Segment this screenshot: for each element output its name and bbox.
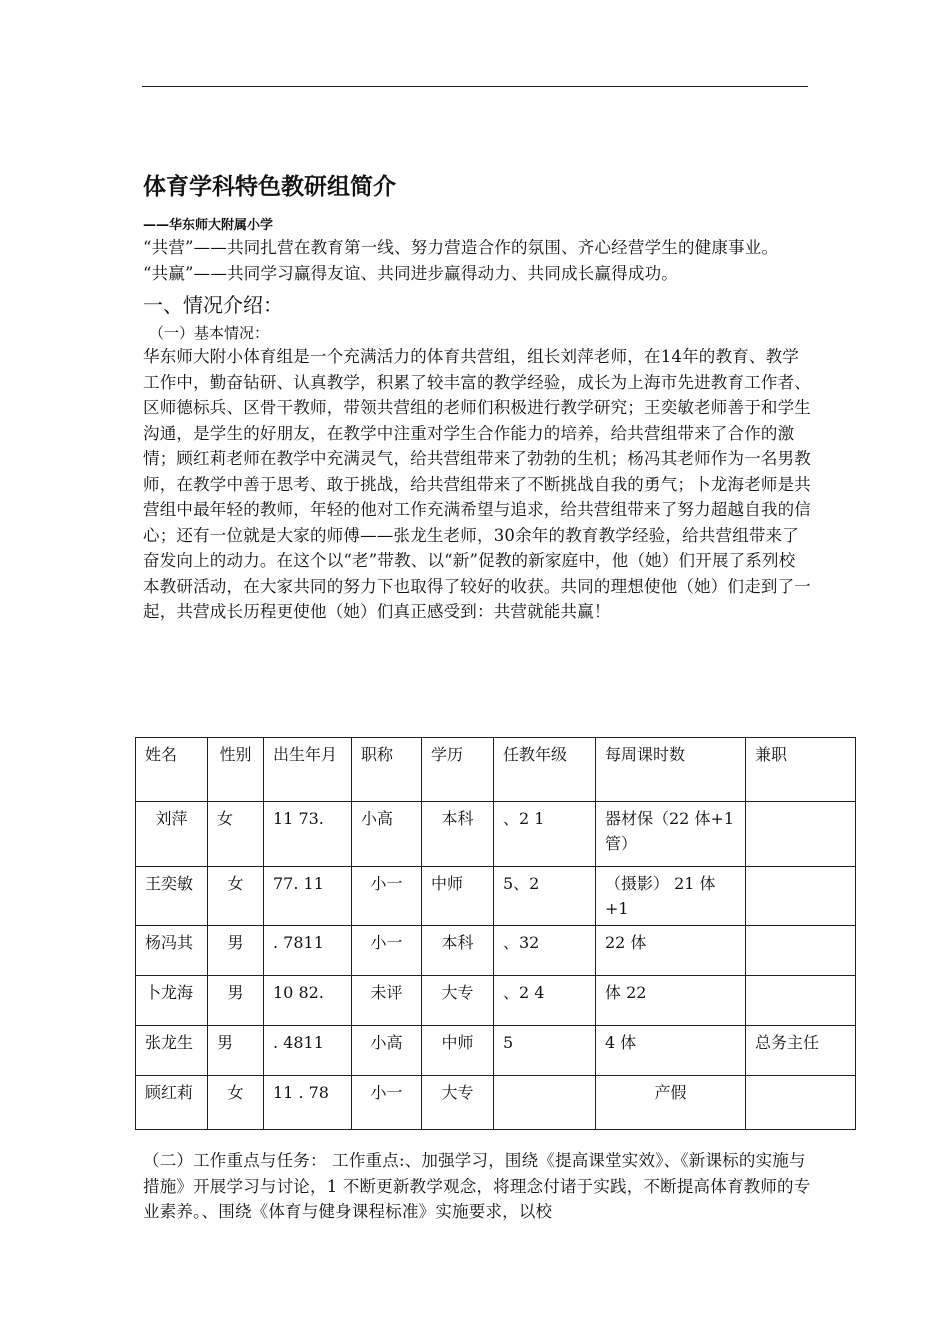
table-cell: 王奕敏 — [136, 867, 208, 926]
table-cell: 小高 — [352, 1026, 422, 1076]
section-heading-introduction: 一、情况介绍： — [143, 293, 283, 317]
table-cell: 小一 — [352, 867, 422, 926]
table-header-row — [136, 738, 856, 802]
header-cell: 姓名 — [136, 738, 208, 802]
header-cell: 任教年级 — [494, 738, 596, 802]
table-cell — [746, 1076, 856, 1130]
table-cell: 小一 — [352, 1076, 422, 1130]
motto-gongying-win: “共赢”——共同学习赢得友谊、共同进步赢得动力、共同成长赢得成功。 — [143, 263, 678, 283]
header-rule — [142, 86, 808, 87]
table-cell: 女 — [208, 867, 264, 926]
intro-paragraph: 华东师大附小体育组是一个充满活力的体育共营组，组长刘萍老师，在14年的教育、教学工作中，勤奋钻研、认真教学，积累了较丰富的教学经验，成长为上海市先进教育工作者、区师德标兵、区骨干教师，带领共营组的老师们积极进行教学研究；王奕敏老师善于和学生沟通，是学生的好朋友，在教学中注重对学生合作能力的培养，给共营组带来了合作的激情；顾红莉老师在教学中充满灵气，给共营组带来了勃勃的生机；杨冯其老师作为一名男教师，在教学中善于思考、敢于挑战，给共营组带来了不断挑战自我的勇气；卜龙海老师是共营组中最年轻的教师，年轻的他对工作充满希望与追求，给共营组带来了努力超越自我的信心；还有一位就是大家的师傅——张龙生老师，30余年的教育教学经验，给共营组带来了奋发向上的动力。在这个以“老”带教、以“新”促教的新家庭中，他（她）们开展了系列校本教研活动，在大家共同的努力下也取得了较好的收获。共同的理想使他（她）们走到了一起，共营成长历程更使他（她）们真正感受到：共营就能共赢！ — [143, 347, 811, 621]
table-cell: 男 — [208, 926, 264, 976]
table-cell: 小高 — [352, 802, 422, 867]
table-cell: 器材保（22 体+1 管） — [596, 802, 746, 867]
header-cell: 职称 — [352, 738, 422, 802]
table-cell: 女 — [208, 802, 264, 867]
work-focus-paragraph: （二）工作重点与任务： 工作重点:、加强学习，围绕《提高课堂实效》、《新课标的实施与措施》开展学习与讨论，1 不断更新教学观念，将理念付诸于实践，不断提高体育教师的专业素养。、围绕《体育与健身课程标准》实施要求，以校 — [143, 1151, 811, 1221]
document-subtitle: ——华东师大附属小学 — [143, 218, 274, 233]
table-cell: 11 73. — [264, 802, 352, 867]
document-body — [143, 170, 811, 625]
motto-gongying: “共营”——共同扎营在教育第一线、努力营造合作的氛围、齐心经营学生的健康事业。 — [143, 238, 779, 257]
table-cell: 4 体 — [596, 1026, 746, 1076]
work-focus-section — [143, 1148, 811, 1225]
header-cell: 性别 — [208, 738, 264, 802]
staff-table — [135, 737, 856, 1130]
table-cell: 11 . 78 — [264, 1076, 352, 1130]
table-cell: 小一 — [352, 926, 422, 976]
table-cell — [746, 802, 856, 867]
table-cell: 刘萍 — [136, 802, 208, 867]
table-cell: 体 22 — [596, 976, 746, 1026]
table-cell: 、32 — [494, 926, 596, 976]
table-cell: 顾红莉 — [136, 1076, 208, 1130]
table-cell: （摄影） 21 体 +1 — [596, 867, 746, 926]
table-cell: 杨冯其 — [136, 926, 208, 976]
table-cell: 本科 — [422, 926, 494, 976]
table-cell: 中师 — [422, 867, 494, 926]
table-cell: 10 82. — [264, 976, 352, 1026]
table-cell: 22 体 — [596, 926, 746, 976]
header-cell: 学历 — [422, 738, 494, 802]
table-cell: 总务主任 — [746, 1026, 856, 1076]
table-cell: 本科 — [422, 802, 494, 867]
table-row — [136, 867, 856, 926]
table-cell: 未评 — [352, 976, 422, 1026]
table-cell: 卜龙海 — [136, 976, 208, 1026]
table-cell: 77. 11 — [264, 867, 352, 926]
table-cell: . 7811 — [264, 926, 352, 976]
table-cell: 产假 — [596, 1076, 746, 1130]
table-cell: 张龙生 — [136, 1026, 208, 1076]
subsection-heading-basic-info: （一）基本情况： — [149, 324, 270, 342]
table-cell: 男 — [208, 1026, 264, 1076]
table-cell: 5 — [494, 1026, 596, 1076]
table-cell: 女 — [208, 1076, 264, 1130]
table-row — [136, 976, 856, 1026]
table-row — [136, 802, 856, 867]
table-cell: 大专 — [422, 1076, 494, 1130]
header-cell: 出生年月 — [264, 738, 352, 802]
table-cell — [746, 867, 856, 926]
table-cell — [746, 976, 856, 1026]
header-cell: 每周课时数 — [596, 738, 746, 802]
table-cell: 大专 — [422, 976, 494, 1026]
table-row — [136, 926, 856, 976]
table-row — [136, 1026, 856, 1076]
table-cell: 、2 1 — [494, 802, 596, 867]
table-cell: 男 — [208, 976, 264, 1026]
table-row — [136, 1076, 856, 1130]
table-cell: 、2 4 — [494, 976, 596, 1026]
table-cell: 5、2 — [494, 867, 596, 926]
document-title: 体育学科特色教研组简介 — [143, 174, 396, 200]
header-cell: 兼职 — [746, 738, 856, 802]
table-cell: . 4811 — [264, 1026, 352, 1076]
table-cell — [746, 926, 856, 976]
table-cell: 中师 — [422, 1026, 494, 1076]
table-cell — [494, 1076, 596, 1130]
